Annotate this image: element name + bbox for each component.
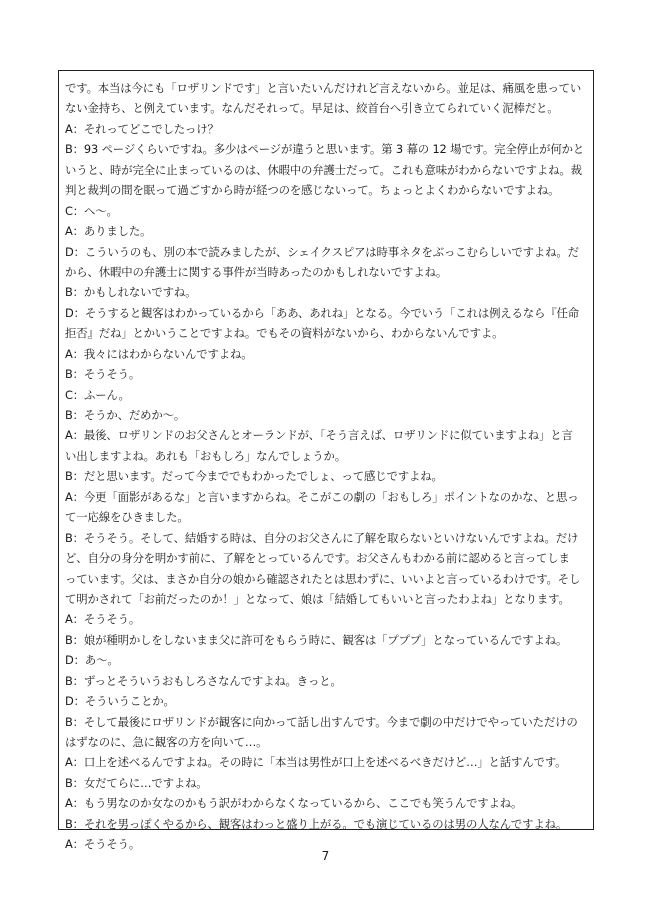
text-line: 拒否』だね」とかいうことですよね。でもその資料がないから、わからないんですよ。 [65,326,504,341]
text-line: です。本当は今にも「ロザリンドです」と言いたいんだけれど言えないから。並足は、痛風を患ってい [65,81,582,95]
text-line: いうと、時が完全に止まっているのは、休暇中の弁護士だって。これも意味がわからないですよね。裁 [65,162,582,177]
text-line: B：だと思います。だって今まででもわかったでしょ、って感じですよね。 [65,469,443,484]
text-line: て明かされて「お前だったのか！」となって、娘は「結婚してもいいと言ったわよね」となります。 [65,591,570,606]
text-line: A：今更「面影があるな」と言いますからね。そこがこの劇の「おもしろ」ポイントなのかな、と思っ [65,489,579,504]
text-line: B：女だてらに…ですよね。 [65,775,208,790]
text-line: B：娘が種明かしをしないまま父に許可をもらう時に、観客は「プププ」となっているんですよね。 [65,632,568,647]
text-line: B：かもしれないですね。 [65,285,197,300]
text-line: D：こういうのも、別の本で読みましたが、シェイクスピアは時事ネタをぶっこむらしいですよね。だ [65,244,579,259]
text-line: ない金持ち、と例えています。なんだそれって。早足は、絞首台へ引き立てられていく泥棒だと。 [65,101,559,116]
text-line: B：ずっとそういうおもしろさなんですよね。きっと。 [65,673,342,688]
text-line: C：へ〜。 [65,203,118,218]
page-number: 7 [321,849,330,863]
text-line: A：我々にはわからないんですよね。 [65,346,253,361]
text-line: っています。父は、まさか自分の娘から確認されたとは思わずに、いいよと言っているわけです。そし [65,571,581,586]
text-line: D：そういうことか。 [65,694,175,709]
text-line: ど、自分の身分を明かす前に、了解をとっているんです。お父さんもわかる前に認めると言ってしま [65,551,570,566]
text-line: はずなのに、急に観客の方を向いて…。 [65,735,268,749]
text-line: B：93 ページくらいですね。多少はページが違うと思います。第 3 幕の 12 場です。完全停止が何かと [65,142,585,157]
text-line: A：それってどこでしたっけ？ [65,121,219,136]
text-line: A：最後、ロザリンドのお父さんとオーランドが、「そう言えば、ロザリンドに似ていますよね」と言 [65,428,573,443]
text-line: A：そうそう。 [65,837,141,852]
text-line: 判と裁判の間を眠って過ごすから時が経つのを感じないって。ちょっとよくわからないですよね。 [65,183,560,198]
text-line: て一応線をひきました。 [65,510,189,525]
text-line: A：口上を述べるんですよね。その時に「本当は男性が口上を述べるべきだけど…」と話すんです。 [65,755,567,770]
text-line: B：そうそう。 [65,367,141,382]
text-line: C：ふーん。 [65,387,130,402]
text-line: B：そうか、だめか〜。 [65,408,186,422]
text-line: A：もう男なのか女なのかもう訳がわからなくなっているから、ここでも笑うんですよね。 [65,796,523,811]
text-line: A：ありました。 [65,224,152,239]
text-line: B：そうそう。そして、結婚する時は、自分のお父さんに了解を取らないといけないんですよね。だけ [65,530,579,545]
text-line: D：そうすると観客はわかっているから「ああ、あれね」となる。今でいう「これは例えるなら『任命 [65,305,579,320]
text-line: い出しますよね。あれも「おもしろ」なんでしょうか。 [65,448,347,463]
text-line: A：そうそう。 [65,612,141,627]
transcript-frame [58,70,594,852]
text-line: から、休暇中の弁護士に関する事件が当時あったのかもしれないですよね。 [65,264,448,279]
text-line: B：それを男っぽくやるから、観客はわっと盛り上がる。でも演じているのは男の人なんですよね。 [65,816,568,831]
text-line: B：そして最後にロザリンドが観客に向かって話し出すんです。今まで劇の中だけでやっていただけの [65,714,578,729]
text-line: D：あ〜。 [65,653,119,668]
